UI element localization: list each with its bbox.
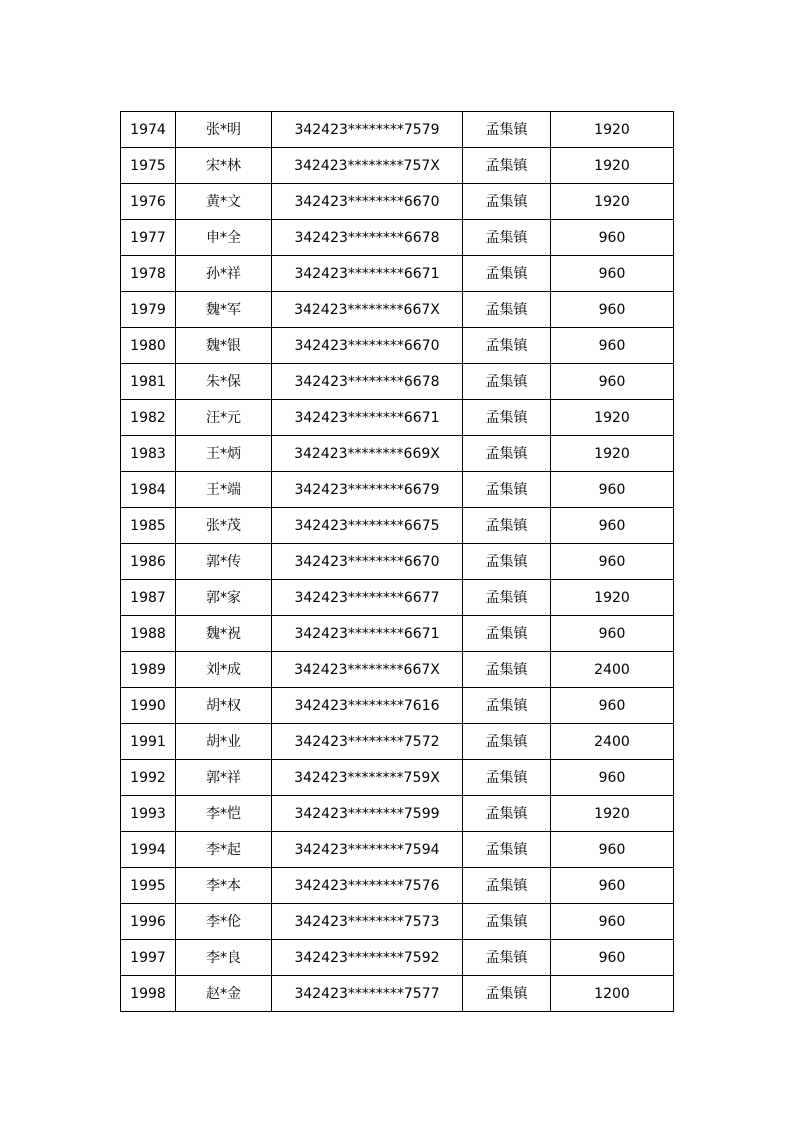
row-seq-cell: 1974 [121,112,176,148]
row-town-cell: 孟集镇 [463,940,551,976]
row-amount-cell: 1920 [551,580,674,616]
row-town-cell: 孟集镇 [463,904,551,940]
table-row [121,544,674,580]
row-amount-cell: 960 [551,220,674,256]
row-name-cell: 李*本 [176,868,272,904]
table-row [121,508,674,544]
row-id-number-cell: 342423********669X [272,436,463,472]
row-town-cell: 孟集镇 [463,760,551,796]
row-id-number-cell: 342423********6670 [272,328,463,364]
table-row [121,652,674,688]
table-row [121,904,674,940]
row-seq-cell: 1989 [121,652,176,688]
row-seq-cell: 1988 [121,616,176,652]
row-town-cell: 孟集镇 [463,976,551,1012]
row-town-cell: 孟集镇 [463,652,551,688]
row-town-cell: 孟集镇 [463,112,551,148]
row-name-cell: 赵*金 [176,976,272,1012]
row-id-number-cell: 342423********759X [272,760,463,796]
row-seq-cell: 1997 [121,940,176,976]
row-town-cell: 孟集镇 [463,868,551,904]
row-id-number-cell: 342423********6671 [272,400,463,436]
row-amount-cell: 960 [551,472,674,508]
row-seq-cell: 1996 [121,904,176,940]
row-town-cell: 孟集镇 [463,400,551,436]
table-row [121,940,674,976]
row-amount-cell: 1920 [551,184,674,220]
row-id-number-cell: 342423********6671 [272,616,463,652]
row-id-number-cell: 342423********757X [272,148,463,184]
row-town-cell: 孟集镇 [463,148,551,184]
row-town-cell: 孟集镇 [463,724,551,760]
row-id-number-cell: 342423********6671 [272,256,463,292]
row-amount-cell: 960 [551,616,674,652]
table-row [121,724,674,760]
row-town-cell: 孟集镇 [463,364,551,400]
row-amount-cell: 1920 [551,148,674,184]
row-name-cell: 王*端 [176,472,272,508]
row-seq-cell: 1998 [121,976,176,1012]
row-seq-cell: 1978 [121,256,176,292]
table-row [121,580,674,616]
table-row [121,256,674,292]
row-town-cell: 孟集镇 [463,580,551,616]
row-id-number-cell: 342423********7576 [272,868,463,904]
row-amount-cell: 960 [551,292,674,328]
table-row [121,688,674,724]
table-row [121,400,674,436]
table-row [121,868,674,904]
row-amount-cell: 1920 [551,436,674,472]
row-amount-cell: 1920 [551,400,674,436]
row-amount-cell: 2400 [551,724,674,760]
table-row [121,292,674,328]
row-amount-cell: 960 [551,508,674,544]
row-amount-cell: 960 [551,256,674,292]
row-name-cell: 黄*文 [176,184,272,220]
row-seq-cell: 1995 [121,868,176,904]
table-row [121,148,674,184]
row-id-number-cell: 342423********667X [272,292,463,328]
row-amount-cell: 2400 [551,652,674,688]
row-seq-cell: 1975 [121,148,176,184]
row-amount-cell: 1920 [551,112,674,148]
row-amount-cell: 960 [551,328,674,364]
row-name-cell: 朱*保 [176,364,272,400]
row-name-cell: 魏*祝 [176,616,272,652]
row-id-number-cell: 342423********667X [272,652,463,688]
table-row [121,220,674,256]
row-seq-cell: 1983 [121,436,176,472]
row-name-cell: 张*茂 [176,508,272,544]
row-amount-cell: 1920 [551,796,674,832]
row-amount-cell: 960 [551,364,674,400]
table-row [121,436,674,472]
row-name-cell: 魏*银 [176,328,272,364]
row-name-cell: 王*炳 [176,436,272,472]
row-id-number-cell: 342423********6679 [272,472,463,508]
row-town-cell: 孟集镇 [463,220,551,256]
row-town-cell: 孟集镇 [463,184,551,220]
table-row [121,112,674,148]
row-name-cell: 魏*军 [176,292,272,328]
row-name-cell: 李*伦 [176,904,272,940]
table-row [121,760,674,796]
row-name-cell: 李*起 [176,832,272,868]
row-town-cell: 孟集镇 [463,688,551,724]
row-name-cell: 胡*权 [176,688,272,724]
row-town-cell: 孟集镇 [463,544,551,580]
table-row [121,328,674,364]
row-id-number-cell: 342423********6670 [272,184,463,220]
row-town-cell: 孟集镇 [463,832,551,868]
row-town-cell: 孟集镇 [463,472,551,508]
table-row [121,976,674,1012]
row-amount-cell: 960 [551,688,674,724]
row-name-cell: 胡*业 [176,724,272,760]
table-row [121,796,674,832]
row-id-number-cell: 342423********6678 [272,364,463,400]
row-name-cell: 李*良 [176,940,272,976]
row-seq-cell: 1980 [121,328,176,364]
row-id-number-cell: 342423********7579 [272,112,463,148]
row-town-cell: 孟集镇 [463,796,551,832]
row-town-cell: 孟集镇 [463,436,551,472]
row-id-number-cell: 342423********6675 [272,508,463,544]
row-amount-cell: 960 [551,760,674,796]
row-seq-cell: 1976 [121,184,176,220]
row-id-number-cell: 342423********6677 [272,580,463,616]
row-seq-cell: 1977 [121,220,176,256]
row-town-cell: 孟集镇 [463,508,551,544]
row-id-number-cell: 342423********7573 [272,904,463,940]
subsidy-roster-table [120,111,674,1012]
row-seq-cell: 1984 [121,472,176,508]
row-seq-cell: 1979 [121,292,176,328]
row-id-number-cell: 342423********7592 [272,940,463,976]
row-id-number-cell: 342423********7616 [272,688,463,724]
row-amount-cell: 960 [551,940,674,976]
row-name-cell: 李*恺 [176,796,272,832]
row-name-cell: 郭*传 [176,544,272,580]
table-row [121,472,674,508]
row-name-cell: 刘*成 [176,652,272,688]
row-name-cell: 孙*祥 [176,256,272,292]
row-id-number-cell: 342423********7599 [272,796,463,832]
row-seq-cell: 1990 [121,688,176,724]
row-amount-cell: 960 [551,904,674,940]
row-id-number-cell: 342423********7572 [272,724,463,760]
row-id-number-cell: 342423********6670 [272,544,463,580]
row-seq-cell: 1987 [121,580,176,616]
row-seq-cell: 1985 [121,508,176,544]
row-seq-cell: 1981 [121,364,176,400]
row-seq-cell: 1993 [121,796,176,832]
row-id-number-cell: 342423********6678 [272,220,463,256]
row-amount-cell: 960 [551,832,674,868]
row-id-number-cell: 342423********7594 [272,832,463,868]
row-id-number-cell: 342423********7577 [272,976,463,1012]
row-seq-cell: 1991 [121,724,176,760]
row-seq-cell: 1982 [121,400,176,436]
row-name-cell: 申*全 [176,220,272,256]
row-amount-cell: 1200 [551,976,674,1012]
row-amount-cell: 960 [551,868,674,904]
roster-body [121,112,674,1012]
table-row [121,184,674,220]
row-amount-cell: 960 [551,544,674,580]
row-town-cell: 孟集镇 [463,256,551,292]
row-name-cell: 宋*林 [176,148,272,184]
row-seq-cell: 1992 [121,760,176,796]
row-town-cell: 孟集镇 [463,616,551,652]
row-name-cell: 汪*元 [176,400,272,436]
table-row [121,616,674,652]
row-name-cell: 郭*家 [176,580,272,616]
row-town-cell: 孟集镇 [463,292,551,328]
table-row [121,832,674,868]
table-row [121,364,674,400]
row-town-cell: 孟集镇 [463,328,551,364]
row-name-cell: 郭*祥 [176,760,272,796]
row-name-cell: 张*明 [176,112,272,148]
row-seq-cell: 1986 [121,544,176,580]
row-seq-cell: 1994 [121,832,176,868]
